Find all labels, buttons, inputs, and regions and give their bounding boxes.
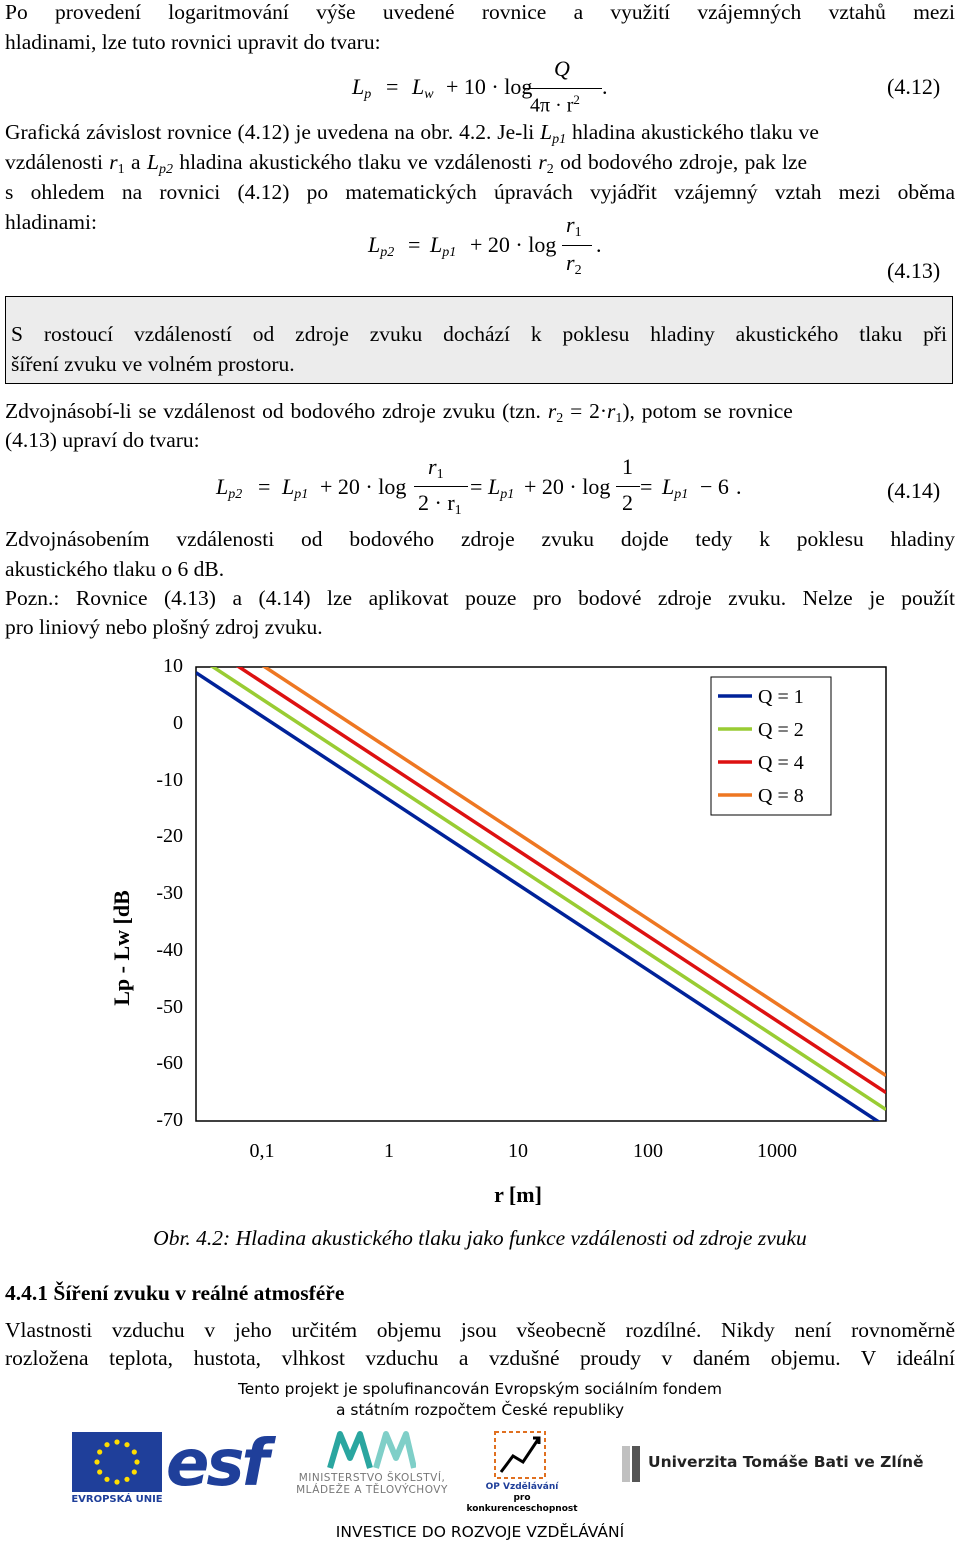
footer-line-2: a státním rozpočtem České republiky	[335, 1401, 625, 1419]
legend-label: Q = 2	[758, 719, 804, 741]
x-axis-label: r [m]	[494, 1182, 542, 1207]
utb-label: Univerzita Tomáše Bati ve Zlíně	[648, 1453, 924, 1471]
paragraph-5-line-1: Pozn.: Rovnice (4.13) a (4.14) lze aplikovat pouze pro bodové zdroje zvuku. Nelze je použít	[5, 586, 955, 610]
y-axis-label: Lp - Lw [dB	[109, 890, 134, 1006]
legend-label: Q = 4	[758, 752, 804, 774]
y-tick-label: 0	[173, 711, 183, 734]
highlight-box-line-1: S rostoucí vzdáleností od zdroje zvuku dochází k poklesu hladiny akustického tlaku při	[11, 322, 947, 346]
paragraph-1-line-1: Po provedení logaritmování výše uvedené rovnice a využití vzájemných vztahů mezi	[5, 0, 955, 24]
paragraph-2-line-3: s ohledem na rovnici (4.12) po matematických úpravách vyjádřit vzájemný vztah mezi oběma	[5, 180, 955, 204]
equation-number-4-13: (4.13)	[887, 258, 941, 283]
equation-number-4-12: (4.12)	[887, 74, 941, 99]
op-logo-icon	[493, 1430, 547, 1480]
paragraph-3-line-2: (4.13) upraví do tvaru:	[5, 428, 200, 452]
figure-caption: Obr. 4.2: Hladina akustického tlaku jako funkce vzdálenosti od zdroje zvuku	[153, 1226, 807, 1250]
eu-stars-icon	[72, 1432, 162, 1492]
paragraph-3-line-1: Zdvojnásobí-li se vzdálenost od bodového zdroje zvuku (tzn. $r_2 = 2\cdot r_1$), potom se rovnice	[5, 399, 793, 426]
equation-number-4-14: (4.14)	[887, 478, 941, 503]
y-tick-label: -40	[156, 938, 183, 961]
paragraph-4-line-2: akustického tlaku o 6 dB.	[5, 557, 225, 581]
x-tick-label: 100	[633, 1140, 663, 1162]
op-label: OP Vzdělávání pro konkurenceschopnost	[466, 1482, 578, 1514]
chart-area	[0, 650, 960, 1220]
utb-logo-icon	[622, 1446, 642, 1482]
legend-label: Q = 8	[758, 785, 804, 807]
y-tick-label: -30	[156, 882, 183, 904]
y-tick-label: 10	[163, 655, 183, 677]
highlight-box-line-2: šíření zvuku ve volném prostoru.	[11, 352, 295, 376]
footer-line-1: Tento projekt je spolufinancován Evropským sociálním fondem	[237, 1380, 723, 1398]
eu-flag	[72, 1432, 162, 1492]
x-tick-label: 1	[384, 1140, 394, 1162]
msmt-label: MINISTERSTVO ŠKOLSTVÍ, MLÁDEŽE A TĚLOVÝCHOVY	[296, 1472, 448, 1496]
paragraph-2-line-2: vzdálenosti $r_1$ a $L_{p2}$ hladina akustického tlaku ve vzdálenosti $r_2$ od bodového zdroje, pak lze	[5, 150, 808, 177]
y-tick-label: -70	[156, 1109, 183, 1131]
paragraph-2-line-4: hladinami:	[5, 210, 97, 234]
x-tick-label: 1000	[757, 1140, 797, 1162]
esf-logo: esf	[166, 1427, 267, 1501]
msmt-logo-icon	[326, 1428, 416, 1468]
x-tick-label: 0,1	[249, 1140, 275, 1162]
y-tick-label: -60	[156, 1052, 183, 1075]
y-tick-label: -20	[156, 825, 183, 848]
footer-bottom-text: INVESTICE DO ROZVOJE VZDĚLÁVÁNÍ	[335, 1523, 625, 1541]
x-tick-label: 10	[508, 1140, 528, 1162]
section-heading: 4.4.1 Šíření zvuku v reálné atmosféře	[5, 1281, 345, 1305]
y-tick-label: -50	[156, 995, 183, 1018]
footer-funding-text	[0, 1379, 960, 1421]
y-tick-label: -10	[156, 768, 183, 791]
paragraph-2-line-1: Grafická závislost rovnice (4.12) je uvedena na obr. 4.2. Je-li $L_{p1}$ hladina akustického tlaku ve	[5, 120, 819, 147]
paragraph-6-line-2: rozložena teplota, hustota, vlhkost vzduchu a vzdušné proudy v daném objemu. V ideální	[5, 1346, 955, 1370]
paragraph-4-line-1: Zdvojnásobením vzdálenosti od bodového zdroje zvuku dojde tedy k poklesu hladiny	[5, 527, 955, 551]
paragraph-5-line-2: pro liniový nebo plošný zdroj zvuku.	[5, 615, 323, 639]
eu-label: EVROPSKÁ UNIE	[71, 1494, 163, 1505]
plot-svg	[0, 650, 960, 1220]
legend-label: Q = 1	[758, 686, 804, 708]
paragraph-6-line-1: Vlastnosti vzduchu v jeho určitém objemu jsou všeobecně rozdílné. Nikdy není rovnoměrně	[5, 1318, 955, 1342]
paragraph-1-line-2: hladinami, lze tuto rovnici upravit do tvaru:	[5, 30, 381, 54]
